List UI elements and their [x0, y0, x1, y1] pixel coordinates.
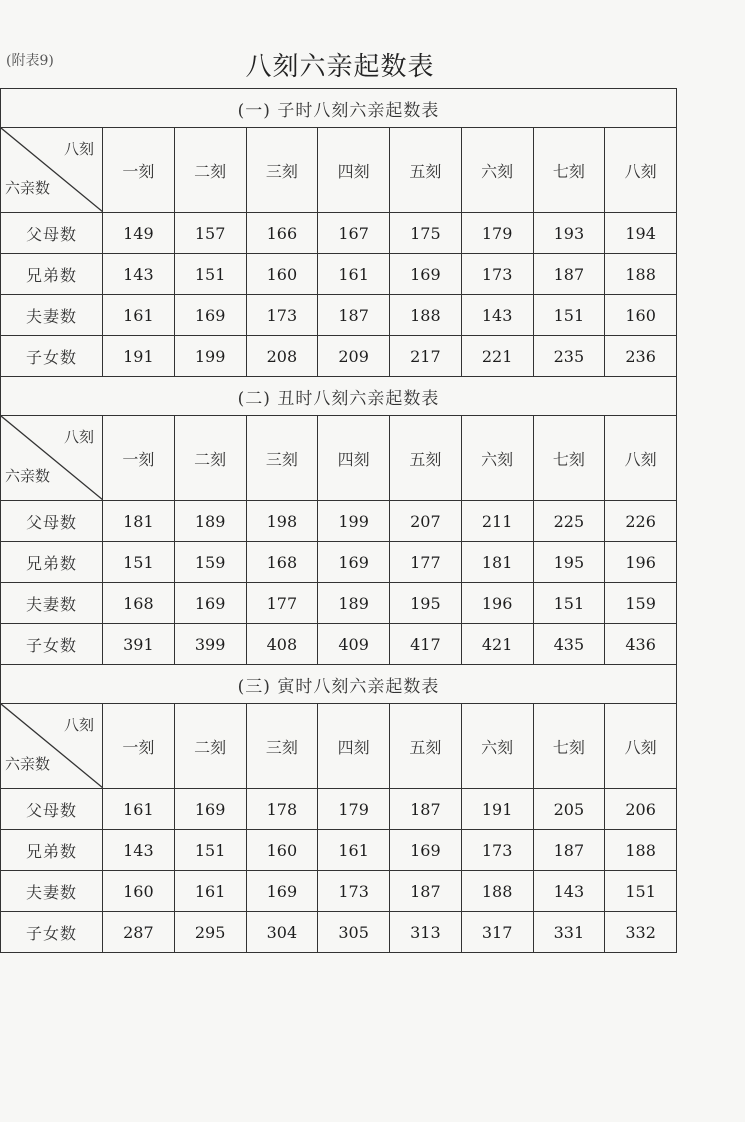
- table-row: [1, 336, 677, 377]
- value-cell: 175: [390, 213, 462, 254]
- value-cell: 169: [246, 871, 318, 912]
- table-row: [1, 789, 677, 830]
- value-cell: 169: [174, 583, 246, 624]
- appendix-reference: (附表9): [6, 53, 54, 69]
- value-cell: 188: [390, 295, 462, 336]
- value-cell: 178: [246, 789, 318, 830]
- six-relations-table: [0, 88, 677, 953]
- value-cell: 166: [246, 213, 318, 254]
- value-cell: 188: [605, 830, 677, 871]
- column-header: 五刻: [390, 704, 462, 789]
- value-cell: 196: [605, 542, 677, 583]
- value-cell: 181: [461, 542, 533, 583]
- value-cell: 287: [103, 912, 175, 953]
- value-cell: 189: [318, 583, 390, 624]
- corner-header-cell: [1, 416, 103, 501]
- corner-label-bottom: 六亲数: [5, 755, 51, 773]
- value-cell: 209: [318, 336, 390, 377]
- value-cell: 173: [246, 295, 318, 336]
- value-cell: 198: [246, 501, 318, 542]
- value-cell: 160: [605, 295, 677, 336]
- value-cell: 161: [174, 871, 246, 912]
- value-cell: 151: [103, 542, 175, 583]
- corner-header-cell: [1, 128, 103, 213]
- column-header: 七刻: [533, 128, 605, 213]
- row-label: 兄弟数: [1, 542, 103, 583]
- value-cell: 191: [103, 336, 175, 377]
- value-cell: 159: [605, 583, 677, 624]
- value-cell: 195: [390, 583, 462, 624]
- value-cell: 331: [533, 912, 605, 953]
- value-cell: 151: [605, 871, 677, 912]
- value-cell: 199: [318, 501, 390, 542]
- value-cell: 161: [103, 295, 175, 336]
- column-header-row: [1, 704, 677, 789]
- value-cell: 305: [318, 912, 390, 953]
- column-header: 六刻: [461, 416, 533, 501]
- column-header: 三刻: [246, 128, 318, 213]
- value-cell: 205: [533, 789, 605, 830]
- value-cell: 391: [103, 624, 175, 665]
- value-cell: 151: [533, 295, 605, 336]
- table-caption-row: [1, 665, 677, 704]
- value-cell: 159: [174, 542, 246, 583]
- table-row: [1, 583, 677, 624]
- value-cell: 168: [103, 583, 175, 624]
- value-cell: 187: [390, 789, 462, 830]
- value-cell: 181: [103, 501, 175, 542]
- value-cell: 435: [533, 624, 605, 665]
- tables-container: [0, 88, 676, 953]
- value-cell: 409: [318, 624, 390, 665]
- value-cell: 221: [461, 336, 533, 377]
- table-caption-row: [1, 377, 677, 416]
- table-caption: (三) 寅时八刻六亲起数表: [1, 665, 677, 704]
- row-label: 夫妻数: [1, 583, 103, 624]
- corner-header-cell: [1, 704, 103, 789]
- value-cell: 167: [318, 213, 390, 254]
- value-cell: 143: [103, 254, 175, 295]
- row-label: 子女数: [1, 912, 103, 953]
- value-cell: 160: [246, 254, 318, 295]
- corner-label-bottom: 六亲数: [5, 467, 51, 485]
- value-cell: 169: [174, 295, 246, 336]
- value-cell: 194: [605, 213, 677, 254]
- value-cell: 207: [390, 501, 462, 542]
- column-header: 三刻: [246, 416, 318, 501]
- value-cell: 173: [461, 830, 533, 871]
- value-cell: 211: [461, 501, 533, 542]
- table-body: [1, 89, 677, 953]
- value-cell: 187: [533, 254, 605, 295]
- value-cell: 169: [390, 254, 462, 295]
- value-cell: 191: [461, 789, 533, 830]
- column-header: 六刻: [461, 128, 533, 213]
- table-caption: (二) 丑时八刻六亲起数表: [1, 377, 677, 416]
- value-cell: 206: [605, 789, 677, 830]
- value-cell: 236: [605, 336, 677, 377]
- value-cell: 189: [174, 501, 246, 542]
- column-header-row: [1, 128, 677, 213]
- value-cell: 157: [174, 213, 246, 254]
- table-row: [1, 624, 677, 665]
- value-cell: 187: [318, 295, 390, 336]
- value-cell: 161: [318, 830, 390, 871]
- value-cell: 173: [461, 254, 533, 295]
- value-cell: 317: [461, 912, 533, 953]
- column-header-row: [1, 416, 677, 501]
- value-cell: 177: [246, 583, 318, 624]
- value-cell: 217: [390, 336, 462, 377]
- value-cell: 313: [390, 912, 462, 953]
- column-header: 七刻: [533, 704, 605, 789]
- column-header: 一刻: [103, 416, 175, 501]
- page-title: 八刻六亲起数表: [245, 52, 435, 82]
- row-label: 父母数: [1, 789, 103, 830]
- value-cell: 188: [605, 254, 677, 295]
- value-cell: 421: [461, 624, 533, 665]
- value-cell: 332: [605, 912, 677, 953]
- value-cell: 208: [246, 336, 318, 377]
- value-cell: 143: [103, 830, 175, 871]
- column-header: 四刻: [318, 416, 390, 501]
- value-cell: 196: [461, 583, 533, 624]
- value-cell: 187: [390, 871, 462, 912]
- corner-label-top: 八刻: [63, 140, 94, 158]
- value-cell: 399: [174, 624, 246, 665]
- row-label: 夫妻数: [1, 295, 103, 336]
- column-header: 五刻: [390, 416, 462, 501]
- table-row: [1, 871, 677, 912]
- corner-label-bottom: 六亲数: [5, 179, 51, 197]
- value-cell: 161: [103, 789, 175, 830]
- value-cell: 417: [390, 624, 462, 665]
- column-header: 三刻: [246, 704, 318, 789]
- table-row: [1, 213, 677, 254]
- row-label: 父母数: [1, 213, 103, 254]
- value-cell: 161: [318, 254, 390, 295]
- value-cell: 169: [390, 830, 462, 871]
- value-cell: 179: [318, 789, 390, 830]
- value-cell: 151: [174, 830, 246, 871]
- row-label: 兄弟数: [1, 830, 103, 871]
- value-cell: 143: [461, 295, 533, 336]
- value-cell: 195: [533, 542, 605, 583]
- column-header: 八刻: [605, 416, 677, 501]
- column-header: 四刻: [318, 704, 390, 789]
- table-row: [1, 542, 677, 583]
- column-header: 七刻: [533, 416, 605, 501]
- value-cell: 168: [246, 542, 318, 583]
- value-cell: 151: [174, 254, 246, 295]
- row-label: 兄弟数: [1, 254, 103, 295]
- corner-label-top: 八刻: [63, 716, 94, 734]
- row-label: 子女数: [1, 336, 103, 377]
- value-cell: 187: [533, 830, 605, 871]
- value-cell: 149: [103, 213, 175, 254]
- value-cell: 160: [103, 871, 175, 912]
- column-header: 五刻: [390, 128, 462, 213]
- column-header: 二刻: [174, 416, 246, 501]
- value-cell: 295: [174, 912, 246, 953]
- value-cell: 226: [605, 501, 677, 542]
- value-cell: 179: [461, 213, 533, 254]
- value-cell: 304: [246, 912, 318, 953]
- column-header: 八刻: [605, 704, 677, 789]
- table-row: [1, 295, 677, 336]
- table-row: [1, 912, 677, 953]
- table-row: [1, 501, 677, 542]
- column-header: 二刻: [174, 128, 246, 213]
- value-cell: 169: [174, 789, 246, 830]
- value-cell: 225: [533, 501, 605, 542]
- column-header: 四刻: [318, 128, 390, 213]
- column-header: 六刻: [461, 704, 533, 789]
- column-header: 一刻: [103, 704, 175, 789]
- value-cell: 143: [533, 871, 605, 912]
- value-cell: 160: [246, 830, 318, 871]
- value-cell: 193: [533, 213, 605, 254]
- value-cell: 436: [605, 624, 677, 665]
- table-caption: (一) 子时八刻六亲起数表: [1, 89, 677, 128]
- row-label: 父母数: [1, 501, 103, 542]
- row-label: 子女数: [1, 624, 103, 665]
- value-cell: 173: [318, 871, 390, 912]
- value-cell: 177: [390, 542, 462, 583]
- table-row: [1, 830, 677, 871]
- corner-label-top: 八刻: [63, 428, 94, 446]
- value-cell: 151: [533, 583, 605, 624]
- column-header: 八刻: [605, 128, 677, 213]
- column-header: 一刻: [103, 128, 175, 213]
- column-header: 二刻: [174, 704, 246, 789]
- value-cell: 235: [533, 336, 605, 377]
- table-row: [1, 254, 677, 295]
- value-cell: 188: [461, 871, 533, 912]
- value-cell: 169: [318, 542, 390, 583]
- value-cell: 408: [246, 624, 318, 665]
- table-caption-row: [1, 89, 677, 128]
- row-label: 夫妻数: [1, 871, 103, 912]
- value-cell: 199: [174, 336, 246, 377]
